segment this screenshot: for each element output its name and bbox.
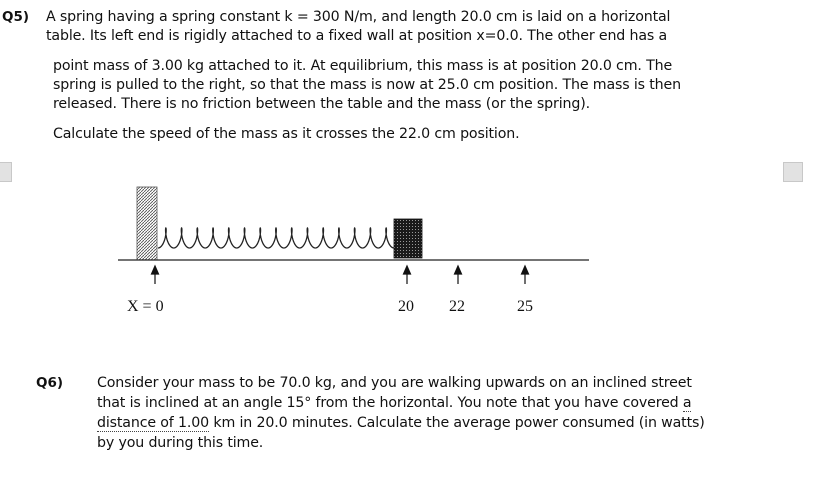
label-20: 20 [398,298,414,315]
label-22: 22 [449,298,465,315]
q6-line-3-text: km in 20.0 minutes. Calculate the average power consumed (in watts) [209,415,705,431]
q6-line-2-text: that is inclined at an angle 15° from the horizontal. You note that you have covered [97,395,683,411]
q5-line-6: Calculate the speed of the mass as it crosses the 22.0 cm position. [53,126,520,142]
q5-line-1: A spring having a spring constant k = 300 N/m, and length 20.0 cm is laid on a horizontal [46,9,671,25]
q6-line-3-flagged: distance of 1.00 [97,415,210,431]
spring-coil [158,228,394,248]
arrow-22 [455,266,462,284]
q6-line-1: Consider your mass to be 70.0 kg, and you are walking upwards on an inclined street [97,375,692,391]
point-mass [394,219,422,258]
q6-label: Q6) [36,375,64,391]
q5-label: Q5) [2,9,30,25]
label-x0: X = 0 [127,298,164,315]
q5-line-5: released. There is no friction between the table and the mass (or the spring). [53,96,590,112]
q5-line-2: table. Its left end is rigidly attached to a fixed wall at position x=0.0. The other end has a [46,28,668,44]
arrow-25 [522,266,529,284]
q6-line-2-flagged: a [682,395,692,411]
arrow-20 [404,266,411,284]
q5-line-3: point mass of 3.00 kg attached to it. At equilibrium, this mass is at position 20.0 cm. The [53,58,673,74]
q6-line-2 [97,394,691,413]
q5-line-4: spring is pulled to the right, so that the mass is now at 25.0 cm position. The mass is then [53,77,681,93]
arrow-x0 [152,266,159,284]
q6-line-3 [97,414,705,433]
label-25: 25 [517,298,533,315]
q6-line-4: by you during this time. [97,435,264,451]
fixed-wall [137,187,157,260]
